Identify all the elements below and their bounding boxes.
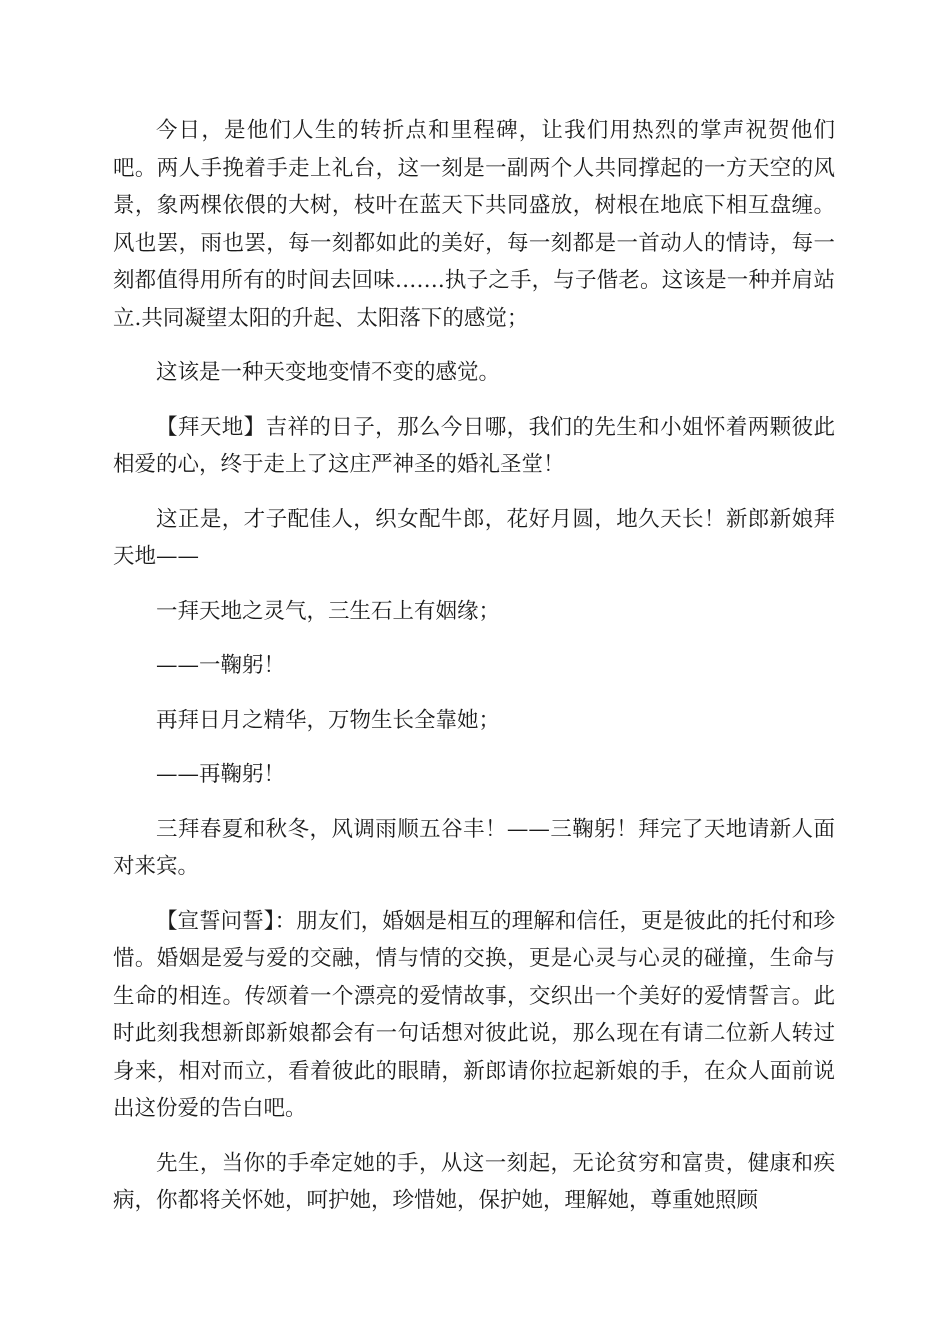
paragraph-cai-zi-jia-ren: 这正是，才子配佳人，织女配牛郎，花好月圆，地久天长！新郎新娘拜天地—— xyxy=(113,506,835,569)
paragraph-vows: 【宣誓问誓】：朋友们，婚姻是相互的理解和信任，更是彼此的托付和珍惜。婚姻是爱与爱的交融，情与情的交换，更是心灵与心灵的碰撞，生命与生命的相连。传颂着一个漂亮的爱情故事，交织出一个美好的爱情誓言。此时此刻我想新郎新娘都会有一句话想对彼此说，那么现在有请二位新人转过身来，相对而立，看着彼此的眼睛，新郎请你拉起新娘的手，在众人面前说出这份爱的告白吧。 xyxy=(113,908,835,1121)
document-body xyxy=(113,112,835,1237)
paragraph-second-bow-verse: 再拜日月之精华，万物生长全靠她； xyxy=(156,707,501,733)
paragraph-feeling: 这该是一种天变地变情不变的感觉。 xyxy=(156,360,501,385)
paragraph-groom-vow: 先生，当你的手牵定她的手，从这一刻起，无论贫穷和富贵，健康和疾病，你都将关怀她，呵护她，珍惜她，保护她，理解她，尊重她照顾 xyxy=(113,1150,835,1213)
paragraph-first-bow: ——一鞠躬！ xyxy=(156,653,286,678)
paragraph-first-bow-verse: 一拜天地之灵气，三生石上有姻缘； xyxy=(156,598,501,624)
paragraph-bai-tian-di: 【拜天地】吉祥的日子，那么今日哪，我们的先生和小姐怀着两颗彼此相爱的心，终于走上了这庄严神圣的婚礼圣堂！ xyxy=(113,414,835,477)
paragraph-blessing: 今日，是他们人生的转折点和里程碑，让我们用热烈的掌声祝贺他们吧。两人手挽着手走上礼台，这一刻是一副两个人共同撑起的一方天空的风景，象两棵依偎的大树，枝叶在蓝天下共同盛放，树根在地底下相互盘缠。风也罢，雨也罢，每一刻都如此的美好，每一刻都是一首动人的情诗，每一刻都值得用所有的时间去回味…….执子之手，与子偕老。这该是一种并肩站立.共同凝望太阳的升起、太阳落下的感觉； xyxy=(113,118,835,331)
paragraph-third-bow: 三拜春夏和秋冬，风调雨顺五谷丰！——三鞠躬！拜完了天地请新人面对来宾。 xyxy=(113,816,835,879)
paragraph-second-bow: ——再鞠躬！ xyxy=(156,762,286,787)
